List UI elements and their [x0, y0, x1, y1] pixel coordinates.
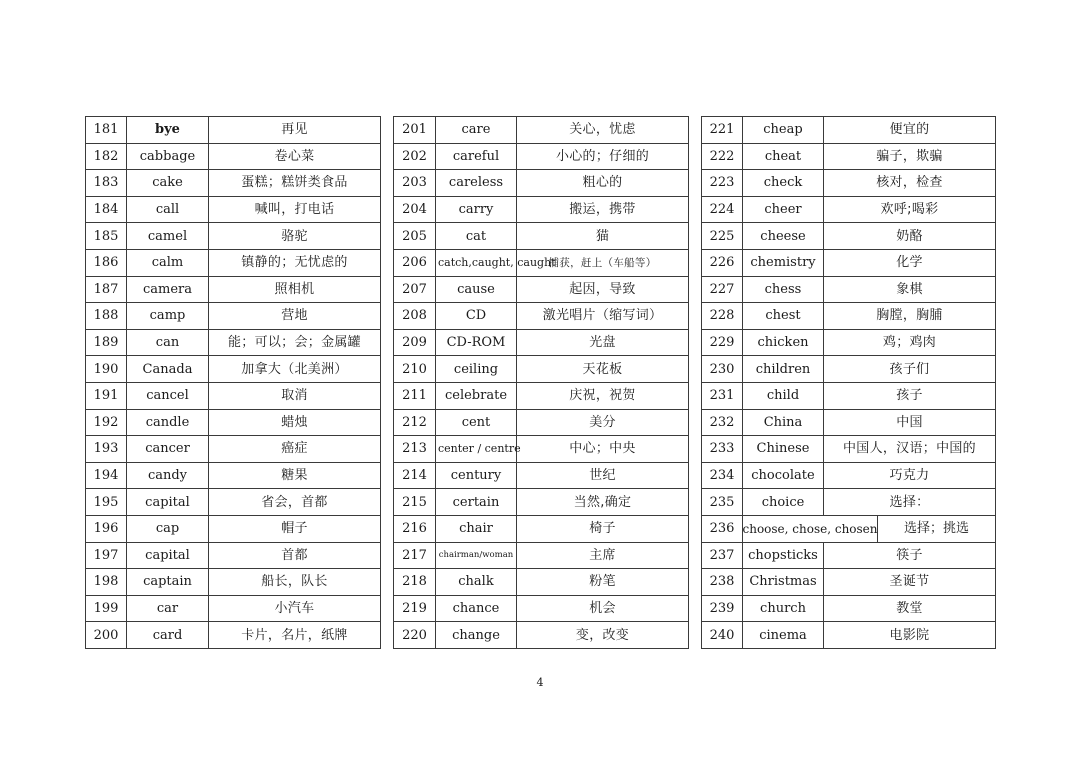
english-word: cinema: [743, 622, 824, 649]
table-row: [702, 276, 996, 303]
english-word: cancel: [127, 382, 209, 409]
english-word: chair: [436, 515, 517, 542]
table-row: [394, 249, 689, 276]
table-row: [702, 329, 996, 356]
chinese-meaning: 主席: [517, 542, 689, 569]
chinese-meaning: 卷心菜: [209, 143, 381, 170]
table-row: [394, 143, 689, 170]
chinese-meaning: 象棋: [824, 276, 996, 303]
english-word: Chinese: [743, 436, 824, 463]
entry-number: 211: [394, 382, 436, 409]
entry-number: 228: [702, 303, 743, 330]
english-word: certain: [436, 489, 517, 516]
entry-number: 234: [702, 462, 743, 489]
table-row: [702, 489, 996, 516]
entry-number: 222: [702, 143, 743, 170]
english-word: cap: [127, 515, 209, 542]
table-row: [702, 569, 996, 596]
entry-number: 188: [86, 303, 127, 330]
chinese-meaning: 便宜的: [824, 117, 996, 144]
table-row: [702, 595, 996, 622]
table-row: [702, 223, 996, 250]
chinese-meaning: 选择：: [824, 489, 996, 516]
table-row: [394, 356, 689, 383]
chinese-meaning: 首都: [209, 542, 381, 569]
table-row: [86, 569, 381, 596]
chinese-meaning: 变，改变: [517, 622, 689, 649]
entry-number: 202: [394, 143, 436, 170]
chinese-meaning: 营地: [209, 303, 381, 330]
table-row: [86, 276, 381, 303]
page-number: 4: [536, 676, 544, 689]
table-row: [394, 117, 689, 144]
english-word: catch,caught, caught: [436, 249, 517, 276]
chinese-meaning: 选择；挑选: [903, 521, 969, 537]
english-word: candle: [127, 409, 209, 436]
entry-number: 198: [86, 569, 127, 596]
entry-number: 240: [702, 622, 743, 649]
table-row: [86, 170, 381, 197]
table-row: [702, 356, 996, 383]
chinese-meaning: 粉笔: [517, 569, 689, 596]
english-word: car: [127, 595, 209, 622]
entry-number: 199: [86, 595, 127, 622]
entry-number: 193: [86, 436, 127, 463]
english-word: change: [436, 622, 517, 649]
entry-number: 225: [702, 223, 743, 250]
table-row: [702, 622, 996, 649]
table-row: [86, 356, 381, 383]
english-word: CD: [436, 303, 517, 330]
entry-number: 201: [394, 117, 436, 144]
table-row: [86, 595, 381, 622]
table-row: [86, 409, 381, 436]
table-row: [702, 462, 996, 489]
chinese-meaning: 省会，首都: [209, 489, 381, 516]
table-row: [702, 249, 996, 276]
chinese-meaning: 当然,确定: [517, 489, 689, 516]
chinese-meaning: 化学: [824, 249, 996, 276]
chinese-meaning: 圣诞节: [824, 569, 996, 596]
table-row: [394, 409, 689, 436]
table-row: [86, 249, 381, 276]
entry-number: 206: [394, 249, 436, 276]
table-row: [394, 276, 689, 303]
table-row: [702, 170, 996, 197]
chinese-meaning: 船长，队长: [209, 569, 381, 596]
table-row: [394, 489, 689, 516]
entry-number: 182: [86, 143, 127, 170]
table-row: [394, 329, 689, 356]
english-word: chicken: [743, 329, 824, 356]
chinese-meaning: 电影院: [824, 622, 996, 649]
table-row: [702, 542, 996, 569]
entry-number: 210: [394, 356, 436, 383]
english-word: care: [436, 117, 517, 144]
vocab-table-3: [701, 116, 996, 649]
vocab-table-1: [85, 116, 381, 649]
table-row: [394, 436, 689, 463]
table-row: [86, 143, 381, 170]
entry-number: 217: [394, 542, 436, 569]
english-word: chalk: [436, 569, 517, 596]
chinese-meaning: 激光唱片（缩写词）: [517, 303, 689, 330]
table-row: [86, 329, 381, 356]
chinese-meaning: 癌症: [209, 436, 381, 463]
entry-number: 205: [394, 223, 436, 250]
table-row: [86, 196, 381, 223]
english-word: camera: [127, 276, 209, 303]
table-row: [394, 303, 689, 330]
english-word: capital: [127, 489, 209, 516]
chinese-meaning: 加拿大（北美洲）: [209, 356, 381, 383]
entry-number: 232: [702, 409, 743, 436]
table-row: [394, 223, 689, 250]
english-word: chairman/woman: [436, 542, 517, 569]
chinese-meaning: 世纪: [517, 462, 689, 489]
english-word: century: [436, 462, 517, 489]
table-row: [86, 489, 381, 516]
chinese-meaning: 中国: [824, 409, 996, 436]
table-row: [702, 143, 996, 170]
english-word: children: [743, 356, 824, 383]
entry-number: 230: [702, 356, 743, 383]
english-word: check: [743, 170, 824, 197]
table-row: [702, 382, 996, 409]
entry-number: 194: [86, 462, 127, 489]
entry-number: 183: [86, 170, 127, 197]
english-word: cause: [436, 276, 517, 303]
chinese-meaning: 孩子: [824, 382, 996, 409]
entry-number: 181: [86, 117, 127, 144]
chinese-meaning: 骆驼: [209, 223, 381, 250]
table-row: [702, 196, 996, 223]
chinese-meaning: 核对，检查: [824, 170, 996, 197]
entry-number: 215: [394, 489, 436, 516]
entry-number: 238: [702, 569, 743, 596]
english-word: can: [127, 329, 209, 356]
entry-number: 190: [86, 356, 127, 383]
vocab-table-2: [393, 116, 689, 649]
english-word: center / centre: [436, 436, 517, 463]
table-row: [86, 382, 381, 409]
chinese-meaning: 奶酪: [824, 223, 996, 250]
table-row: [86, 303, 381, 330]
english-word: cheese: [743, 223, 824, 250]
chinese-meaning: 取消: [209, 382, 381, 409]
entry-number: 237: [702, 542, 743, 569]
entry-number: 197: [86, 542, 127, 569]
entry-number: 213: [394, 436, 436, 463]
table-row: [86, 117, 381, 144]
chinese-meaning: 能；可以；会；金属罐: [209, 329, 381, 356]
entry-number: 216: [394, 515, 436, 542]
table-row: [394, 170, 689, 197]
entry-number: 196: [86, 515, 127, 542]
entry-number: 203: [394, 170, 436, 197]
english-word: cat: [436, 223, 517, 250]
table-row: [86, 436, 381, 463]
chinese-meaning: 蛋糕；糕饼类食品: [209, 170, 381, 197]
english-word: choice: [743, 489, 824, 516]
english-word: celebrate: [436, 382, 517, 409]
chinese-meaning: 粗心的: [517, 170, 689, 197]
chinese-meaning: 小心的；仔细的: [517, 143, 689, 170]
english-word: chess: [743, 276, 824, 303]
english-word: bye: [127, 117, 209, 144]
table-row: [86, 223, 381, 250]
entry-number: 207: [394, 276, 436, 303]
chinese-meaning: 再见: [209, 117, 381, 144]
table-row: [394, 515, 689, 542]
entry-number: 227: [702, 276, 743, 303]
table-row: [394, 569, 689, 596]
english-word: cheer: [743, 196, 824, 223]
chinese-meaning: 帽子: [209, 515, 381, 542]
english-word: card: [127, 622, 209, 649]
entry-number: 220: [394, 622, 436, 649]
english-word: cabbage: [127, 143, 209, 170]
entry-number: 186: [86, 249, 127, 276]
chinese-meaning: 孩子们: [824, 356, 996, 383]
entry-number: 224: [702, 196, 743, 223]
entry-number: 200: [86, 622, 127, 649]
english-word: chest: [743, 303, 824, 330]
chinese-meaning: 天花板: [517, 356, 689, 383]
chinese-meaning: 蜡烛: [209, 409, 381, 436]
chinese-meaning: 镇静的；无忧虑的: [209, 249, 381, 276]
table-row: [394, 196, 689, 223]
table-row: [394, 542, 689, 569]
chinese-meaning: 捕获，赶上（车船等）: [517, 249, 689, 276]
entry-number: 185: [86, 223, 127, 250]
entry-number: 229: [702, 329, 743, 356]
table-row: [702, 409, 996, 436]
chinese-meaning: 猫: [517, 223, 689, 250]
english-word: cent: [436, 409, 517, 436]
entry-number: 219: [394, 595, 436, 622]
chinese-meaning: 美分: [517, 409, 689, 436]
chinese-meaning: 教堂: [824, 595, 996, 622]
entry-number: 204: [394, 196, 436, 223]
english-word: capital: [127, 542, 209, 569]
entry-number: 226: [702, 249, 743, 276]
english-word: CD-ROM: [436, 329, 517, 356]
english-word: call: [127, 196, 209, 223]
entry-number: 236: [702, 515, 743, 542]
chinese-meaning: 关心，忧虑: [517, 117, 689, 144]
english-word: candy: [127, 462, 209, 489]
entry-number: 221: [702, 117, 743, 144]
entry-number: 239: [702, 595, 743, 622]
english-word: Canada: [127, 356, 209, 383]
split-entry-cell: [743, 515, 996, 542]
english-word: cancer: [127, 436, 209, 463]
table-row: [394, 382, 689, 409]
table-row: [86, 542, 381, 569]
entry-number: 223: [702, 170, 743, 197]
vocab-table-body: [86, 117, 381, 649]
entry-number: 218: [394, 569, 436, 596]
english-word: China: [743, 409, 824, 436]
english-word: choose, chose, chosen: [743, 516, 878, 542]
table-row: [394, 622, 689, 649]
english-word: chopsticks: [743, 542, 824, 569]
chinese-meaning: 糖果: [209, 462, 381, 489]
chinese-meaning: 起因，导致: [517, 276, 689, 303]
table-row: [702, 303, 996, 330]
english-word: child: [743, 382, 824, 409]
entry-number: 209: [394, 329, 436, 356]
english-word: calm: [127, 249, 209, 276]
english-word: careful: [436, 143, 517, 170]
english-word: careless: [436, 170, 517, 197]
english-word: camp: [127, 303, 209, 330]
chinese-meaning: 中心；中央: [517, 436, 689, 463]
entry-number: 212: [394, 409, 436, 436]
english-word: ceiling: [436, 356, 517, 383]
table-row: [394, 595, 689, 622]
table-row: [702, 436, 996, 463]
english-word: cake: [127, 170, 209, 197]
english-word: church: [743, 595, 824, 622]
chinese-meaning: 照相机: [209, 276, 381, 303]
entry-number: 184: [86, 196, 127, 223]
entry-number: 189: [86, 329, 127, 356]
english-word: carry: [436, 196, 517, 223]
table-row: [394, 462, 689, 489]
entry-number: 235: [702, 489, 743, 516]
chinese-meaning: 机会: [517, 595, 689, 622]
chinese-meaning: 椅子: [517, 515, 689, 542]
chinese-meaning: 欢呼;喝彩: [824, 196, 996, 223]
english-word: cheat: [743, 143, 824, 170]
chinese-meaning: 骗子，欺骗: [824, 143, 996, 170]
chinese-meaning: 喊叫，打电话: [209, 196, 381, 223]
entry-number: 214: [394, 462, 436, 489]
chinese-meaning: 胸膛，胸脯: [824, 303, 996, 330]
chinese-meaning: 庆祝，祝贺: [517, 382, 689, 409]
entry-number: 195: [86, 489, 127, 516]
english-word: camel: [127, 223, 209, 250]
table-row: [86, 462, 381, 489]
english-word: chance: [436, 595, 517, 622]
chinese-meaning: 鸡；鸡肉: [824, 329, 996, 356]
table-row: [702, 515, 996, 542]
table-row: [86, 622, 381, 649]
english-word: chocolate: [743, 462, 824, 489]
table-row: [86, 515, 381, 542]
english-word: captain: [127, 569, 209, 596]
chinese-meaning: 巧克力: [824, 462, 996, 489]
chinese-meaning: 中国人，汉语；中国的: [824, 436, 996, 463]
entry-number: 208: [394, 303, 436, 330]
chinese-meaning: 小汽车: [209, 595, 381, 622]
chinese-meaning: 筷子: [824, 542, 996, 569]
chinese-meaning: 卡片，名片，纸牌: [209, 622, 381, 649]
entry-number: 191: [86, 382, 127, 409]
entry-number: 192: [86, 409, 127, 436]
table-row: [702, 117, 996, 144]
entry-number: 231: [702, 382, 743, 409]
english-word: Christmas: [743, 569, 824, 596]
english-word: cheap: [743, 117, 824, 144]
entry-number: 187: [86, 276, 127, 303]
chinese-meaning: 搬运，携带: [517, 196, 689, 223]
english-word: chemistry: [743, 249, 824, 276]
entry-number: 233: [702, 436, 743, 463]
vocab-table-body: [702, 117, 996, 649]
vocab-table-body: [394, 117, 689, 649]
chinese-meaning: 光盘: [517, 329, 689, 356]
